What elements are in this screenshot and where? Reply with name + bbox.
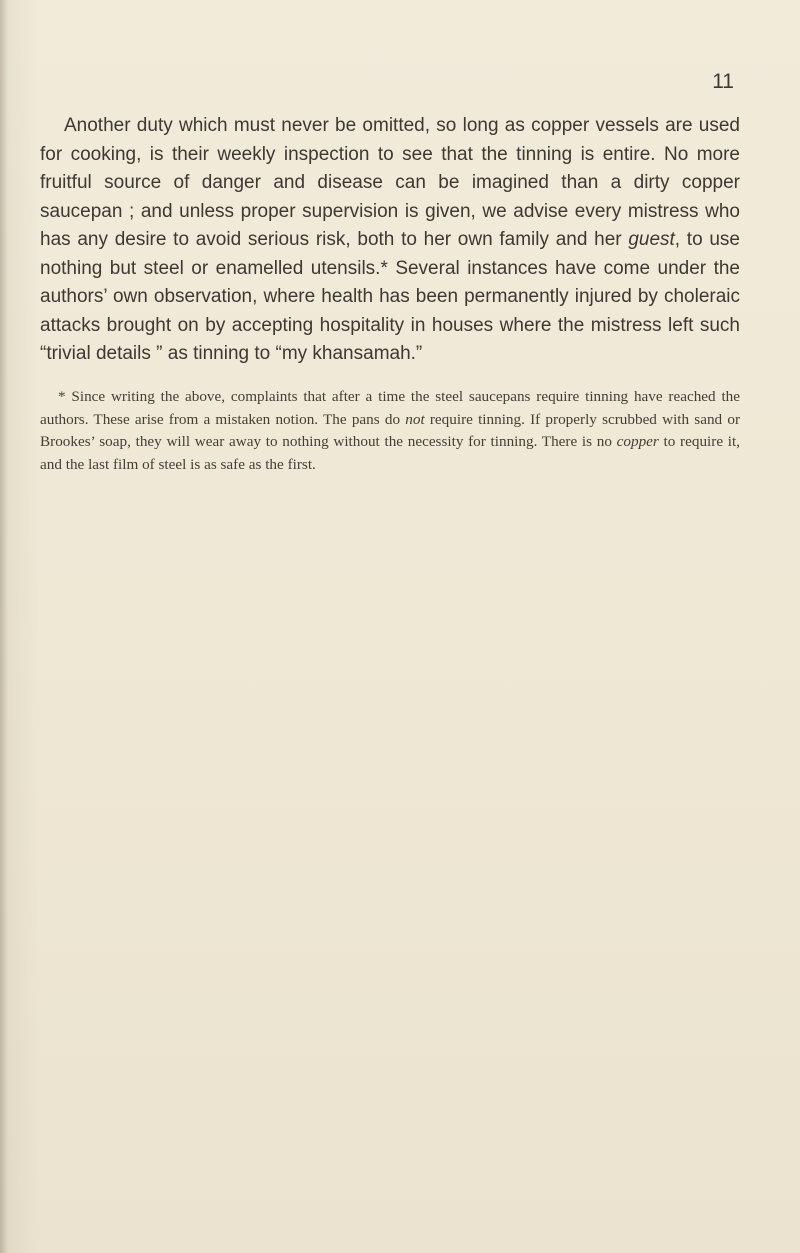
footnote-text-1: * Since writing the above, complaints that after a time the steel saucepans require tinning have reached the authors. These arise from a mistaken notion. The pans do (40, 388, 740, 428)
footnote-text-3: to require it, and the last film of steel is as safe as the first. (40, 433, 740, 473)
main-paragraph (40, 112, 740, 369)
page-binding-shadow (0, 0, 8, 1253)
main-paragraph-italic-guest: guest (628, 229, 675, 250)
footnote (40, 386, 740, 476)
footnote-italic-not: not (405, 410, 425, 428)
main-paragraph-text-2: , to use nothing but steel or enamelled utensils.* Several instances have come under the authors’ own observation, where health has been permanently injured by choleraic attacks brought on by accepting hospitality in houses where the mistress left such “trivial details ” as tinning to “my khansamah.” (40, 229, 740, 364)
footnote-text-2: require tinning. If properly scrubbed with sand or Brookes’ soap, they will wear away to nothing without the necessity for tinning. There is no (40, 410, 740, 450)
footnote-italic-copper: copper (616, 433, 659, 450)
main-paragraph-text-1: Another duty which must never be omitted, so long as copper vessels are used for cooking, is their weekly inspection to see that the tinning is entire. No more fruitful source of danger and disease can be imagined than a dirty copper saucepan ; and unless proper supervision is given, we advise every mistress who has any desire to avoid serious risk, both to her own family and her (40, 115, 740, 250)
page-number: 11 (712, 70, 734, 93)
